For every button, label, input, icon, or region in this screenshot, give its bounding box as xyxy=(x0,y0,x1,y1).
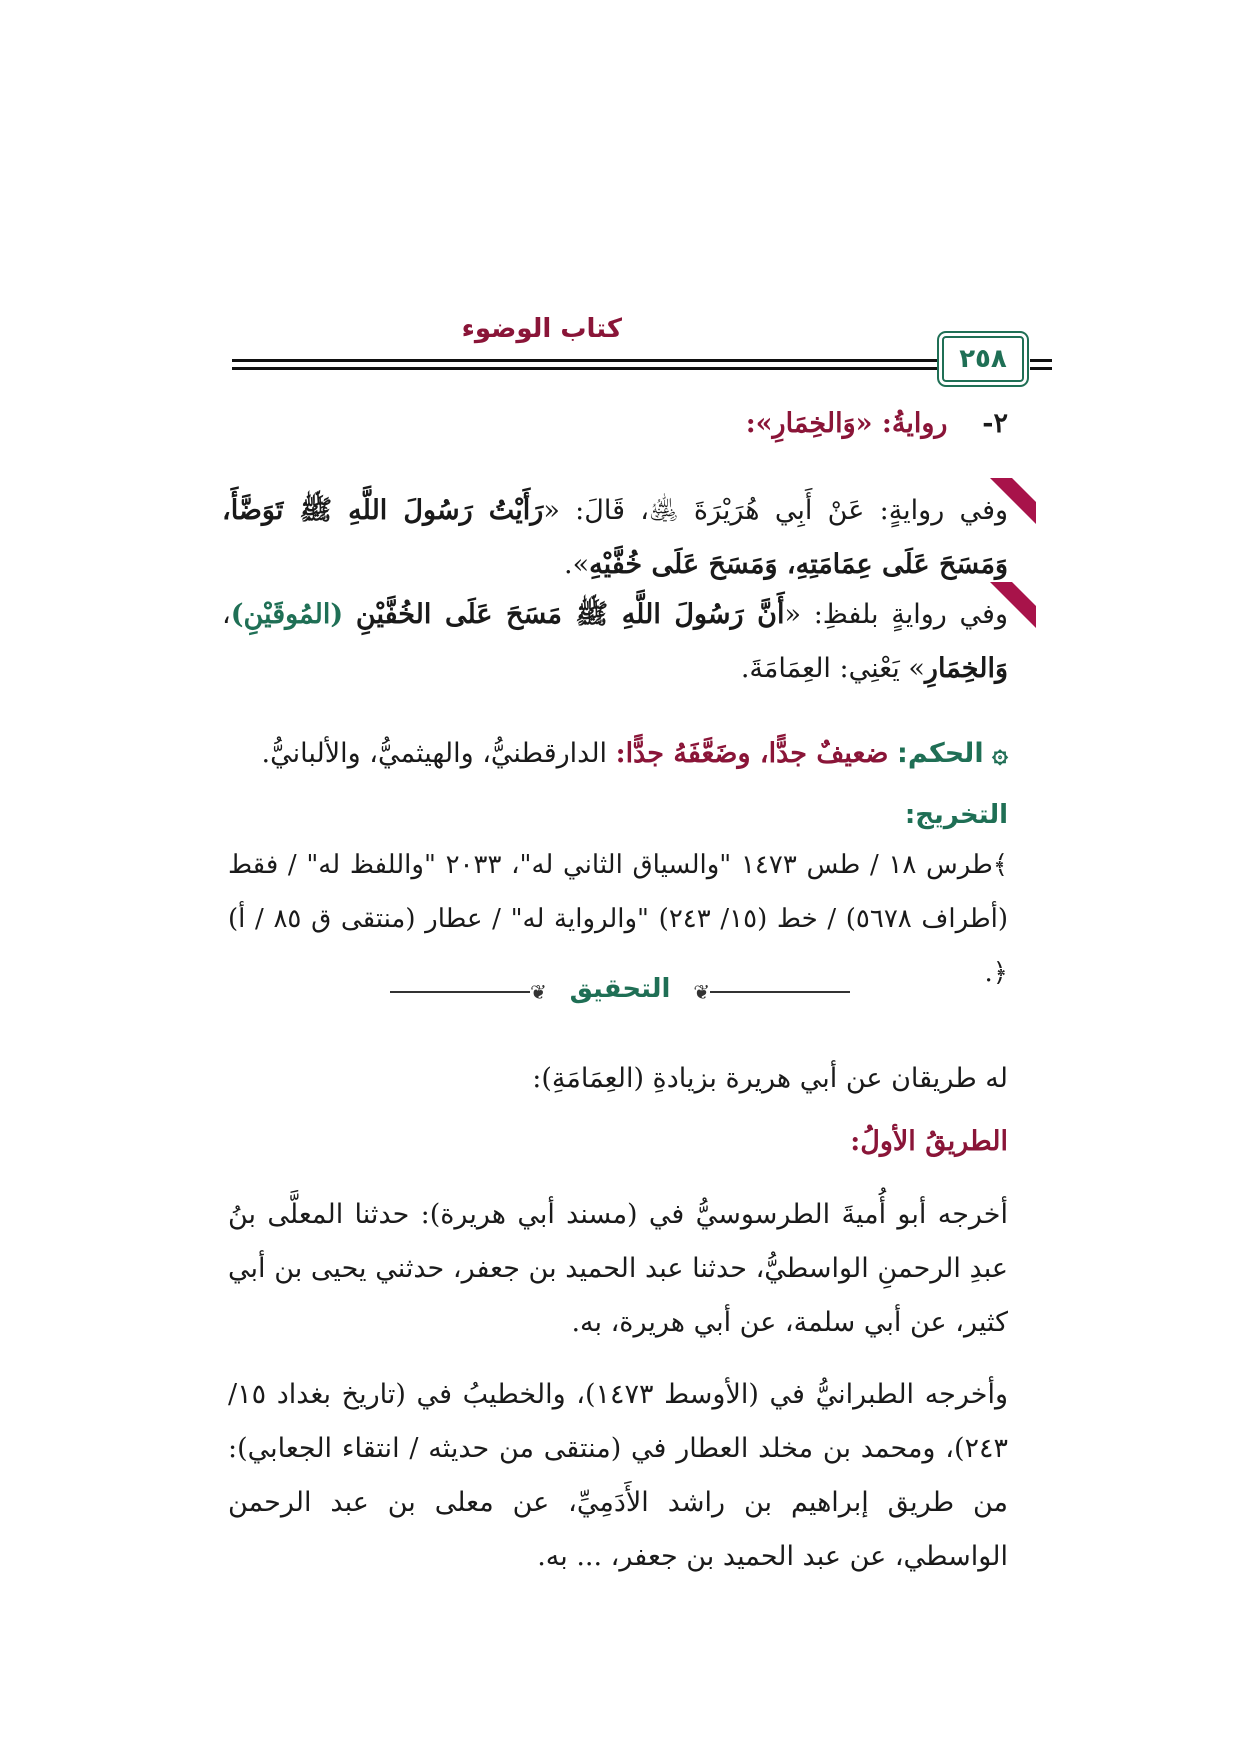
header-rule-bottom xyxy=(232,367,1012,370)
book-title: كتاب الوضوء xyxy=(461,314,622,344)
hadith-1-intro: وفي روايةٍ: عَنْ أَبِي هُرَيْرَةَ ﵁، قَالَ: « xyxy=(543,495,1009,526)
rose-ornament-icon: ۞ xyxy=(992,738,1008,769)
page-number: ٢٥٨ xyxy=(959,344,1007,374)
section-number: ٢- xyxy=(982,408,1008,439)
ruling-scholars: الدارقطنيُّ، والهيثميُّ، والألبانيُّ. xyxy=(261,738,608,769)
section-title xyxy=(228,408,1008,439)
ruling-verdict: ضعيفٌ جدًّا، وضَعَّفَهُ جدًّا: xyxy=(615,738,889,769)
tahqiq-paragraph-2: وأخرجه الطبرانيُّ في (الأوسط ١٤٧٣)، والخطيبُ في (تاريخ بغداد ١٥/ ٢٤٣)، ومحمد بن مخلد العطار في (منتقى من حديثه / انتقاء الجعابي): من طريق إبراهيم بن راشد الأَدَمِيِّ، عن معلى بن عبد الرحمن الواسطي، عن عبد الحميد بن جعفر، ... به. xyxy=(228,1379,1008,1572)
header-rule-right-bottom xyxy=(1030,367,1052,370)
corner-ornament-inner xyxy=(1012,478,1036,502)
tahqiq-intro: له طريقان عن أبي هريرة بزيادةِ (العِمَامَةِ): xyxy=(532,1063,1008,1094)
ruling-line xyxy=(228,738,1008,769)
hadith-2-end: » يَعْنِي: العِمَامَةَ. xyxy=(740,653,925,684)
first-route-heading: الطريقُ الأولُ: xyxy=(850,1126,1008,1157)
hadith-2-intro: وفي روايةٍ بلفظِ: « xyxy=(784,599,1008,630)
page-header xyxy=(232,314,1012,384)
hadith-2-variant: (المُوقَيْنِ) xyxy=(230,599,344,630)
divider-title: التحقيق xyxy=(569,974,671,1004)
corner-ornament-inner xyxy=(1012,582,1036,606)
takhrij-title: التخريج: xyxy=(904,800,1008,830)
hadith-2-matn-2: وَالخِمَارِ xyxy=(924,653,1008,684)
section-title-text: روايةُ: «وَالخِمَارِ»: xyxy=(745,408,948,439)
divider-ornament-right-icon: ❦ xyxy=(693,980,710,1004)
hadith-1-matn: رَأَيْتُ رَسُولَ اللَّهِ ﷺ تَوَضَّأَ، وَمَسَحَ عَلَى عِمَامَتِهِ، وَمَسَحَ عَلَى خُفَّيْهِ xyxy=(222,495,1008,580)
page-number-frame xyxy=(942,336,1024,382)
hadith-2-comma: ، xyxy=(222,599,231,630)
tahqiq-divider xyxy=(390,972,850,1012)
hadith-2-matn: أَنَّ رَسُولَ اللَّهِ ﷺ مَسَحَ عَلَى الخُفَّيْنِ xyxy=(355,599,785,630)
header-rule-right-top xyxy=(1030,359,1052,362)
hadith-narration-2 xyxy=(222,588,1022,696)
hadith-1-end: ». xyxy=(564,549,590,580)
hadith-narration-1 xyxy=(222,484,1022,592)
tahqiq-paragraph-1: أخرجه أبو أُميةَ الطرسوسيُّ في (مسند أبي هريرة): حدثنا المعلَّى بنُ عبدِ الرحمنِ الواسطيُّ، حدثنا عبد الحميد بن جعفر، حدثني يحيى بن أبي كثير، عن أبي سلمة، عن أبي هريرة، به. xyxy=(228,1199,1008,1338)
hadith-1-text xyxy=(222,484,1022,592)
divider-ornament-left-icon: ❦ xyxy=(530,980,547,1004)
takhrij-body: ﴾طرس ١٨ / طس ١٤٧٣ "والسياق الثاني له"، ٢٠٣٣ "واللفظ له" / فقط (أطراف ٥٦٧٨) / خط (١٥/ ٢٤٣) "والرواية له" / عطار (منتقى ق ٨٥ / أ)﴿. xyxy=(228,850,1009,988)
hadith-2-text xyxy=(222,588,1022,696)
ruling-label: الحكم: xyxy=(897,738,984,769)
header-rule-top xyxy=(232,359,1012,362)
